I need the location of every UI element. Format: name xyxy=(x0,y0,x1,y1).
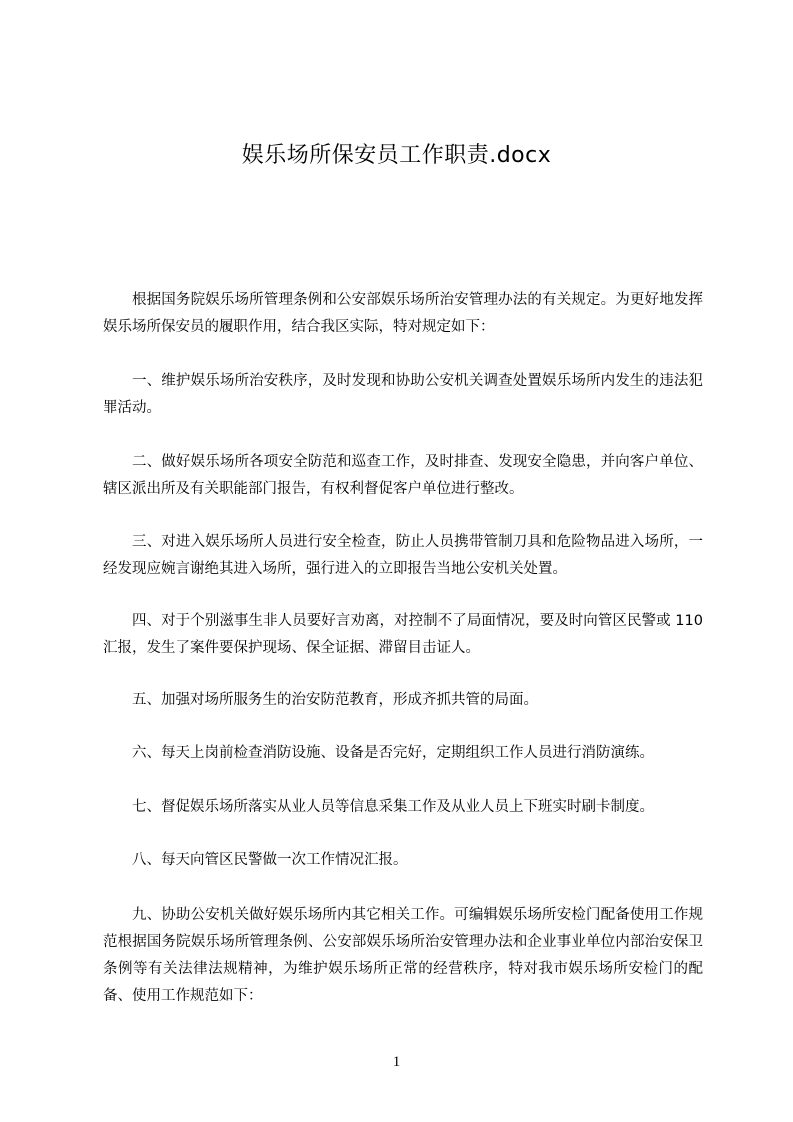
paragraph-item-4: 四、对于个别滋事生非人员要好言劝离，对控制不了局面情况，要及时向管区民警或 110 汇报，发生了案件要保护现场、保全证据、滞留目击证人。 xyxy=(103,613,703,656)
paragraph-item-3: 三、对进入娱乐场所人员进行安全检查，防止人员携带管制刀具和危险物品进入场所，一经发现应婉言谢绝其进入场所，强行进入的立即报告当地公安机关处置。 xyxy=(103,534,703,577)
paragraph-intro: 根据国务院娱乐场所管理条例和公安部娱乐场所治安管理办法的有关规定。为更好地发挥娱乐场所保安员的履职作用，结合我区实际，特对规定如下： xyxy=(103,292,703,335)
paragraph-item-7: 七、督促娱乐场所落实从业人员等信息采集工作及从业人员上下班实时刷卡制度。 xyxy=(132,799,654,815)
paragraph-item-8: 八、每天向管区民警做一次工作情况汇报。 xyxy=(132,852,408,868)
paragraph-item-9: 九、协助公安机关做好娱乐场所内其它相关工作。可编辑娱乐场所安检门配备使用工作规范根据国务院娱乐场所管理条例、公安部娱乐场所治安管理办法和企业事业单位内部治安保卫条例等有关法律法规精神，为维护娱乐场所正常的经营秩序，特对我市娱乐场所安检门的配备、使用工作规范如下： xyxy=(103,907,703,1004)
paragraph-item-1: 一、维护娱乐场所治安秩序，及时发现和协助公安机关调查处置娱乐场所内发生的违法犯罪活动。 xyxy=(103,373,703,416)
document-title: 娱乐场所保安员工作职责.docx xyxy=(241,143,552,168)
paragraph-item-2: 二、做好娱乐场所各项安全防范和巡查工作，及时排查、发现安全隐患，并向客户单位、辖区派出所及有关职能部门报告，有权利督促客户单位进行整改。 xyxy=(103,454,703,497)
paragraph-item-6: 六、每天上岗前检查消防设施、设备是否完好，定期组织工作人员进行消防演练。 xyxy=(132,745,654,761)
paragraph-item-5: 五、加强对场所服务生的治安防范教育，形成齐抓共管的局面。 xyxy=(132,692,538,708)
page-number: 1 xyxy=(392,1054,401,1070)
